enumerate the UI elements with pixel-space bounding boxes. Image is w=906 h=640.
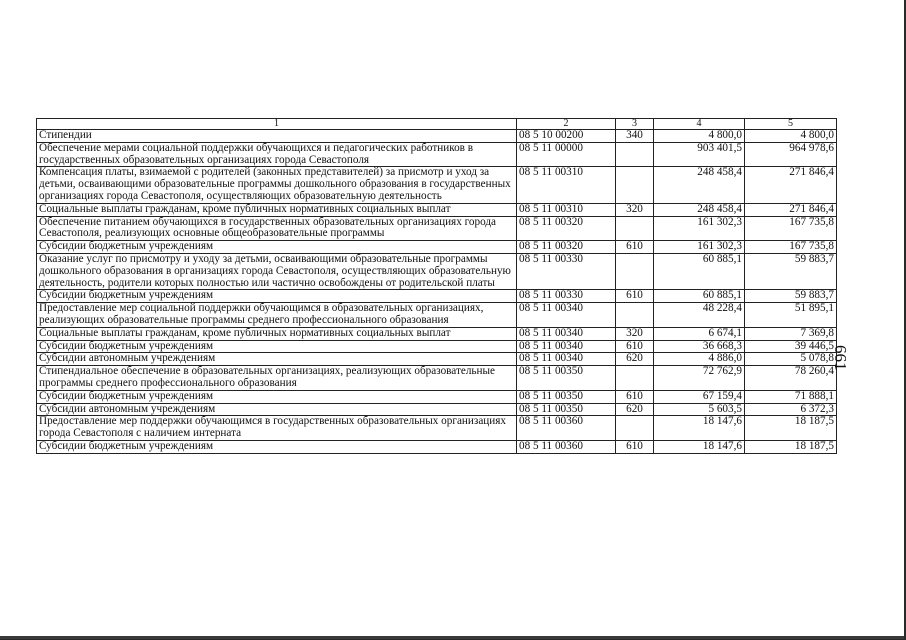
row-code-cell: 08 5 11 00330	[517, 290, 616, 303]
header-row	[37, 119, 837, 130]
row-amount-col5-cell: 5 078,8	[745, 353, 837, 366]
row-expense-type-cell: 620	[616, 353, 654, 366]
row-code-cell: 08 5 11 00310	[517, 203, 616, 216]
row-amount-col4-cell: 6 674,1	[654, 327, 745, 340]
header-col-4: 4	[654, 119, 745, 130]
row-expense-type-cell	[616, 416, 654, 441]
table-row	[37, 253, 837, 289]
row-code-cell: 08 5 11 00340	[517, 303, 616, 328]
row-expense-type-cell	[616, 366, 654, 391]
row-amount-col4-cell: 60 885,1	[654, 253, 745, 289]
row-expense-type-cell: 610	[616, 290, 654, 303]
row-amount-col4-cell: 248 458,4	[654, 203, 745, 216]
row-name-cell: Субсидии бюджетным учреждениям	[37, 290, 517, 303]
table-row	[37, 167, 837, 203]
row-amount-col4-cell: 36 668,3	[654, 340, 745, 353]
row-code-cell: 08 5 11 00320	[517, 216, 616, 241]
row-amount-col5-cell: 167 735,8	[745, 216, 837, 241]
row-amount-col5-cell: 59 883,7	[745, 253, 837, 289]
row-expense-type-cell: 610	[616, 390, 654, 403]
row-expense-type-cell: 610	[616, 440, 654, 453]
row-amount-col4-cell: 4 800,0	[654, 130, 745, 143]
row-expense-type-cell: 320	[616, 203, 654, 216]
row-amount-col5-cell: 18 187,5	[745, 440, 837, 453]
row-amount-col4-cell: 72 762,9	[654, 366, 745, 391]
row-code-cell: 08 5 11 00000	[517, 142, 616, 167]
row-expense-type-cell	[616, 303, 654, 328]
row-amount-col4-cell: 60 885,1	[654, 290, 745, 303]
row-amount-col5-cell: 4 800,0	[745, 130, 837, 143]
header-col-2: 2	[517, 119, 616, 130]
row-expense-type-cell: 320	[616, 327, 654, 340]
row-expense-type-cell	[616, 253, 654, 289]
row-expense-type-cell: 620	[616, 403, 654, 416]
row-amount-col5-cell: 39 446,5	[745, 340, 837, 353]
row-name-cell: Субсидии бюджетным учреждениям	[37, 241, 517, 254]
row-name-cell: Стипендии	[37, 130, 517, 143]
header-col-3: 3	[616, 119, 654, 130]
row-expense-type-cell: 610	[616, 340, 654, 353]
row-name-cell: Субсидии бюджетным учреждениям	[37, 390, 517, 403]
row-amount-col5-cell: 964 978,6	[745, 142, 837, 167]
row-expense-type-cell: 610	[616, 241, 654, 254]
table-body	[37, 130, 837, 454]
row-amount-col5-cell: 167 735,8	[745, 241, 837, 254]
row-code-cell: 08 5 11 00340	[517, 340, 616, 353]
table-row	[37, 340, 837, 353]
row-code-cell: 08 5 11 00330	[517, 253, 616, 289]
row-name-cell: Стипендиальное обеспечение в образовательных организациях, реализующих образовательные программы среднего профессионального образования	[37, 366, 517, 391]
row-amount-col5-cell: 271 846,4	[745, 203, 837, 216]
row-amount-col4-cell: 67 159,4	[654, 390, 745, 403]
row-amount-col5-cell: 18 187,5	[745, 416, 837, 441]
row-amount-col4-cell: 18 147,6	[654, 440, 745, 453]
row-code-cell: 08 5 11 00310	[517, 167, 616, 203]
row-amount-col5-cell: 51 895,1	[745, 303, 837, 328]
row-code-cell: 08 5 11 00320	[517, 241, 616, 254]
row-name-cell: Обеспечение питанием обучающихся в государственных образовательных организациях города Севастополя, реализующих основные общеобразовательные программы	[37, 216, 517, 241]
table-row	[37, 303, 837, 328]
table-row	[37, 366, 837, 391]
row-name-cell: Субсидии автономным учреждениям	[37, 403, 517, 416]
row-name-cell: Социальные выплаты гражданам, кроме публичных нормативных социальных выплат	[37, 327, 517, 340]
row-amount-col4-cell: 18 147,6	[654, 416, 745, 441]
budget-table	[36, 118, 837, 454]
scan-edge	[0, 636, 904, 639]
table-row	[37, 203, 837, 216]
row-code-cell: 08 5 11 00340	[517, 327, 616, 340]
row-amount-col4-cell: 161 302,3	[654, 241, 745, 254]
row-amount-col5-cell: 71 888,1	[745, 390, 837, 403]
row-name-cell: Оказание услуг по присмотру и уходу за детьми, осваивающими образовательные программы дошкольного образования в организациях города Севастополя, осуществляющих образовательную деятельность, родители которых полностью или частично освобождены от родительской платы	[37, 253, 517, 289]
table-header	[37, 119, 837, 130]
table-row	[37, 353, 837, 366]
row-name-cell: Предоставление мер социальной поддержки обучающимся в образовательных организациях, реализующих образовательные программы среднего профессионального образования	[37, 303, 517, 328]
table-row	[37, 142, 837, 167]
row-name-cell: Социальные выплаты гражданам, кроме публичных нормативных социальных выплат	[37, 203, 517, 216]
row-expense-type-cell	[616, 216, 654, 241]
row-name-cell: Предоставление мер поддержки обучающимся в государственных образовательных организациях города Севастополя с наличием интерната	[37, 416, 517, 441]
row-amount-col5-cell: 6 372,3	[745, 403, 837, 416]
row-code-cell: 08 5 11 00350	[517, 390, 616, 403]
row-amount-col5-cell: 7 369,8	[745, 327, 837, 340]
row-code-cell: 08 5 11 00340	[517, 353, 616, 366]
row-code-cell: 08 5 11 00360	[517, 416, 616, 441]
header-col-1: 1	[37, 119, 517, 130]
table-row	[37, 327, 837, 340]
row-amount-col4-cell: 161 302,3	[654, 216, 745, 241]
row-name-cell: Компенсация платы, взимаемой с родителей (законных представителей) за присмотр и уход за детьми, осваивающими образовательные программы дошкольного образования в государственных организациях города Севастополя, осуществляющих образовательную деятельность	[37, 167, 517, 203]
table-row	[37, 403, 837, 416]
row-expense-type-cell	[616, 167, 654, 203]
header-col-5: 5	[745, 119, 837, 130]
row-amount-col5-cell: 59 883,7	[745, 290, 837, 303]
row-amount-col4-cell: 248 458,4	[654, 167, 745, 203]
table-row	[37, 241, 837, 254]
row-amount-col4-cell: 4 886,0	[654, 353, 745, 366]
row-code-cell: 08 5 10 00200	[517, 130, 616, 143]
table-row	[37, 130, 837, 143]
table-row	[37, 216, 837, 241]
table-row	[37, 290, 837, 303]
row-amount-col4-cell: 5 603,5	[654, 403, 745, 416]
row-expense-type-cell	[616, 142, 654, 167]
row-name-cell: Субсидии автономным учреждениям	[37, 353, 517, 366]
table-row	[37, 440, 837, 453]
table-row	[37, 390, 837, 403]
row-name-cell: Обеспечение мерами социальной поддержки обучающихся и педагогических работников в государственных образовательных организациях города Севастополя	[37, 142, 517, 167]
row-name-cell: Субсидии бюджетным учреждениям	[37, 340, 517, 353]
table-row	[37, 416, 837, 441]
row-code-cell: 08 5 11 00360	[517, 440, 616, 453]
row-amount-col4-cell: 903 401,5	[654, 142, 745, 167]
row-expense-type-cell: 340	[616, 130, 654, 143]
row-amount-col5-cell: 78 260,4	[745, 366, 837, 391]
page-number: 661	[831, 345, 850, 371]
row-amount-col5-cell: 271 846,4	[745, 167, 837, 203]
row-amount-col4-cell: 48 228,4	[654, 303, 745, 328]
row-code-cell: 08 5 11 00350	[517, 366, 616, 391]
row-name-cell: Субсидии бюджетным учреждениям	[37, 440, 517, 453]
row-code-cell: 08 5 11 00350	[517, 403, 616, 416]
